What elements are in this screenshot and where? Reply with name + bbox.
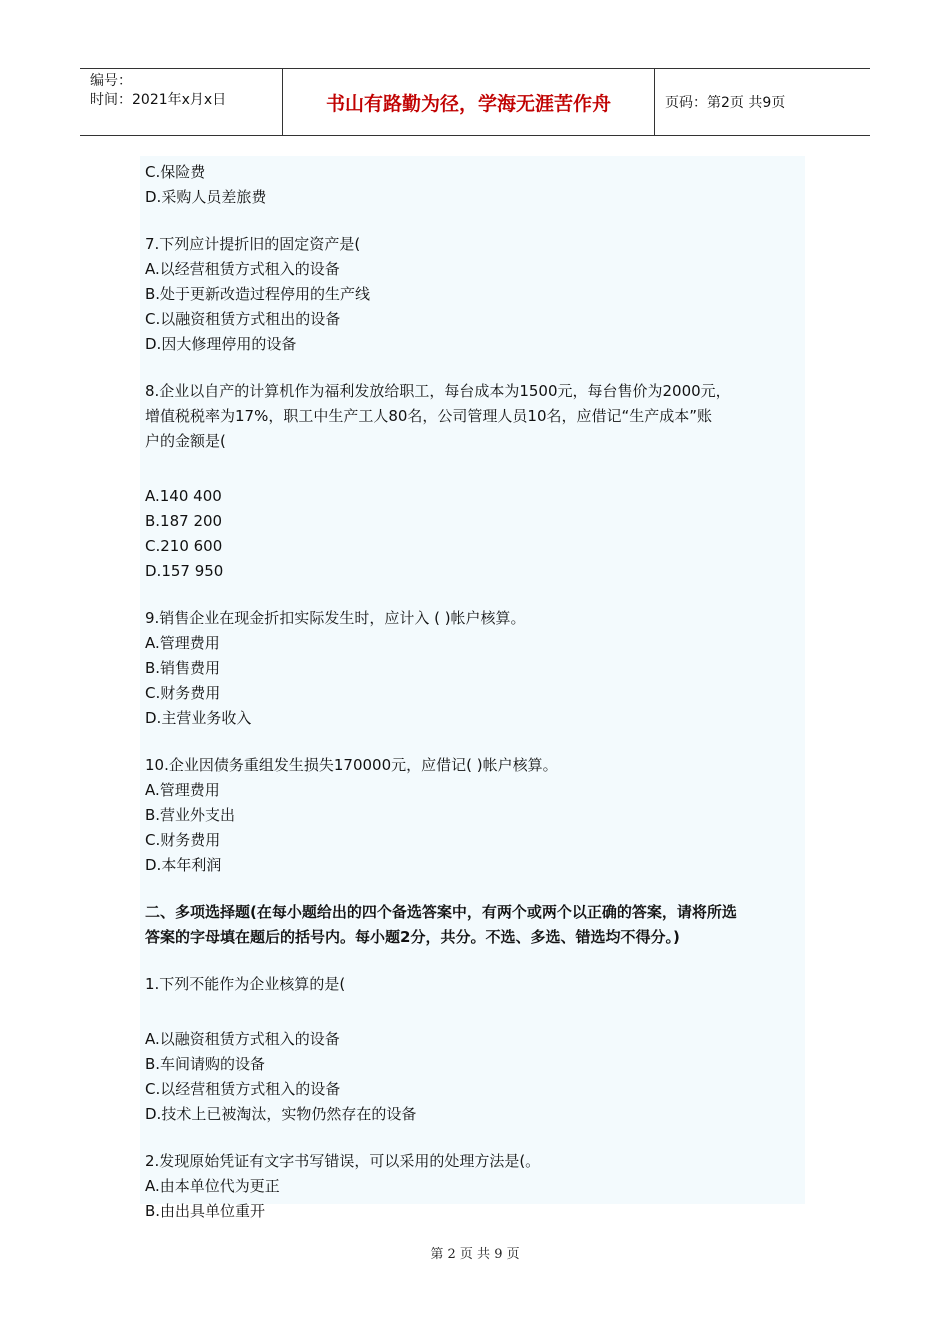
m2-option-b: B.由出具单位重开: [145, 1202, 266, 1220]
q9-option-c: C.财务费用: [145, 684, 221, 702]
q7-option-a: A.以经营租赁方式租入的设备: [145, 260, 340, 278]
q8-option-b: B.187 200: [145, 512, 223, 530]
q7-stem: 7.下列应计提折旧的固定资产是(: [145, 235, 361, 253]
m1-option-c: C.以经营租赁方式租入的设备: [145, 1080, 341, 1098]
page-footer: 第 2 页 共 9 页: [430, 1247, 520, 1262]
q10-stem: 10.企业因债务重组发生损失170000元，应借记( )帐户核算。: [145, 756, 558, 774]
document-number-label: 编号：: [90, 73, 132, 89]
header-motto: 书山有路勤为径，学海无涯苦作舟: [282, 69, 655, 135]
q10-option-a: A.管理费用: [145, 781, 220, 799]
q8-stem-line-3: 户的金额是(: [145, 432, 226, 450]
m2-stem: 2.发现原始凭证有文字书写错误，可以采用的处理方法是(。: [145, 1152, 541, 1170]
q9-option-b: B.销售费用: [145, 659, 221, 677]
q10-option-c: C.财务费用: [145, 831, 221, 849]
q8-option-d: D.157 950: [145, 562, 224, 580]
m1-option-b: B.车间请购的设备: [145, 1055, 266, 1073]
m2-option-a: A.由本单位代为更正: [145, 1177, 280, 1195]
q10-option-b: B.营业外支出: [145, 806, 236, 824]
q8-stem-line-2: 增值税税率为17%，职工中生产工人80名，公司管理人员10名，应借记“生产成本”账: [145, 407, 713, 425]
document-time-label: 时间：2021年x月x日: [90, 92, 227, 108]
q8-option-c: C.210 600: [145, 537, 223, 555]
q7-option-b: B.处于更新改造过程停用的生产线: [145, 285, 371, 303]
exam-content: [140, 156, 805, 1220]
q7-option-c: C.以融资租赁方式租出的设备: [145, 310, 341, 328]
page-header: [80, 68, 870, 136]
q10-option-d: D.本年利润: [145, 856, 222, 874]
q9-option-a: A.管理费用: [145, 634, 220, 652]
section2-heading-line-2: 答案的字母填在题后的括号内。每小题2分，共分。不选、多选、错选均不得分。): [145, 928, 680, 946]
q6-option-d: D.采购人员差旅费: [145, 188, 267, 206]
m1-option-a: A.以融资租赁方式租入的设备: [145, 1030, 340, 1048]
q8-stem-line-1: 8.企业以自产的计算机作为福利发放给职工，每台成本为1500元，每台售价为2000元，: [145, 382, 731, 400]
q8-option-a: A.140 400: [145, 487, 222, 505]
q7-option-d: D.因大修理停用的设备: [145, 335, 297, 353]
header-page-label: 页码：第2页 共9页: [665, 95, 786, 111]
q9-option-d: D.主营业务收入: [145, 709, 252, 727]
section2-heading-line-1: 二、多项选择题(在每小题给出的四个备选答案中，有两个或两个以正确的答案，请将所选: [145, 903, 737, 921]
q9-stem: 9.销售企业在现金折扣实际发生时，应计入 ( )帐户核算。: [145, 609, 526, 627]
header-meta: [80, 69, 282, 135]
m1-option-d: D.技术上已被淘汰，实物仍然存在的设备: [145, 1105, 417, 1123]
q6-option-c: C.保险费: [145, 163, 206, 181]
m1-stem: 1.下列不能作为企业核算的是(: [145, 975, 346, 993]
